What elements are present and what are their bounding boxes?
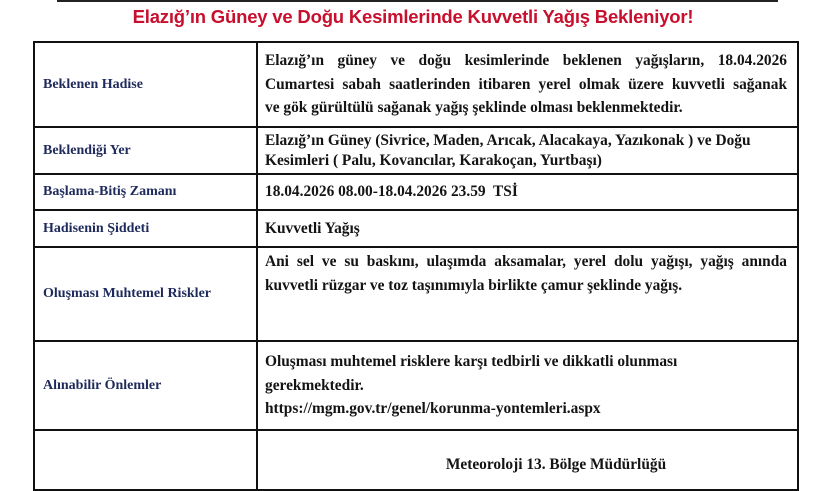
row-label: Beklendiği Yer bbox=[34, 127, 257, 174]
table-row-possible-risks bbox=[34, 247, 798, 341]
value-line: gerekmektedir. bbox=[265, 376, 364, 394]
weather-alert-table bbox=[33, 41, 799, 491]
row-value bbox=[257, 430, 798, 490]
table-row-issuer bbox=[34, 430, 798, 490]
issuing-office: Meteoroloji 13. Bölge Müdürlüğü bbox=[445, 456, 667, 473]
row-label: Alınabilir Önlemler bbox=[34, 341, 257, 430]
row-label: Hadisenin Şiddeti bbox=[34, 210, 257, 247]
value-line: Elazığ’ın Güney (Sivrice, Maden, Arıcak, Alacakaya, Yazıkonak ) ve Doğu bbox=[265, 131, 751, 149]
value-line: kuvvetli rüzgar ve toz taşınımıyla birlikte çamur şeklinde yağış. bbox=[265, 276, 683, 294]
value-line: Cumartesi sabah saatlerinden itibaren yerel olmak üzere kuvvetli sağanak bbox=[265, 75, 787, 93]
value-line: Kesimleri ( Palu, Kovancılar, Karakoçan, Yurtbaşı) bbox=[265, 151, 602, 169]
value-line: 18.04.2026 08.00-18.04.2026 23.59 TSİ bbox=[265, 183, 518, 201]
row-label bbox=[34, 430, 257, 490]
row-value bbox=[257, 42, 798, 127]
row-value bbox=[257, 127, 798, 174]
row-label: Başlama-Bitiş Zamanı bbox=[34, 174, 257, 210]
row-label: Beklenen Hadise bbox=[34, 42, 257, 127]
row-value bbox=[257, 210, 798, 247]
value-line: Kuvvetli Yağış bbox=[265, 219, 360, 237]
value-line: ve gök gürültülü sağanak yağış şeklinde olması beklenmektedir. bbox=[265, 99, 683, 117]
document-title: Elazığ’ın Güney ve Doğu Kesimlerinde Kuvvetli Yağış Bekleniyor! bbox=[132, 6, 694, 27]
row-value bbox=[257, 174, 798, 210]
top-rule-divider bbox=[57, 0, 778, 2]
table-row-expected-location bbox=[34, 127, 798, 174]
row-value bbox=[257, 247, 798, 341]
value-line: Ani sel ve su baskını, ulaşımda aksamalar, yerel dolu yağışı, yağış anında bbox=[265, 253, 787, 270]
table-row-severity bbox=[34, 210, 798, 247]
row-label: Oluşması Muhtemel Riskler bbox=[34, 247, 257, 341]
table-row-precautions bbox=[34, 341, 798, 430]
value-line: Elazığ’ın güney ve doğu kesimlerinde beklenen yağışların, 18.04.2026 bbox=[265, 52, 787, 70]
table-row-expected-event bbox=[34, 42, 798, 127]
precautions-link[interactable]: https://mgm.gov.tr/genel/korunma-yontemleri.aspx bbox=[265, 400, 601, 418]
row-value bbox=[257, 341, 798, 430]
table-row-start-end-time bbox=[34, 174, 798, 210]
value-line: Oluşması muhtemel risklere karşı tedbirli ve dikkatli olunması bbox=[265, 353, 678, 371]
